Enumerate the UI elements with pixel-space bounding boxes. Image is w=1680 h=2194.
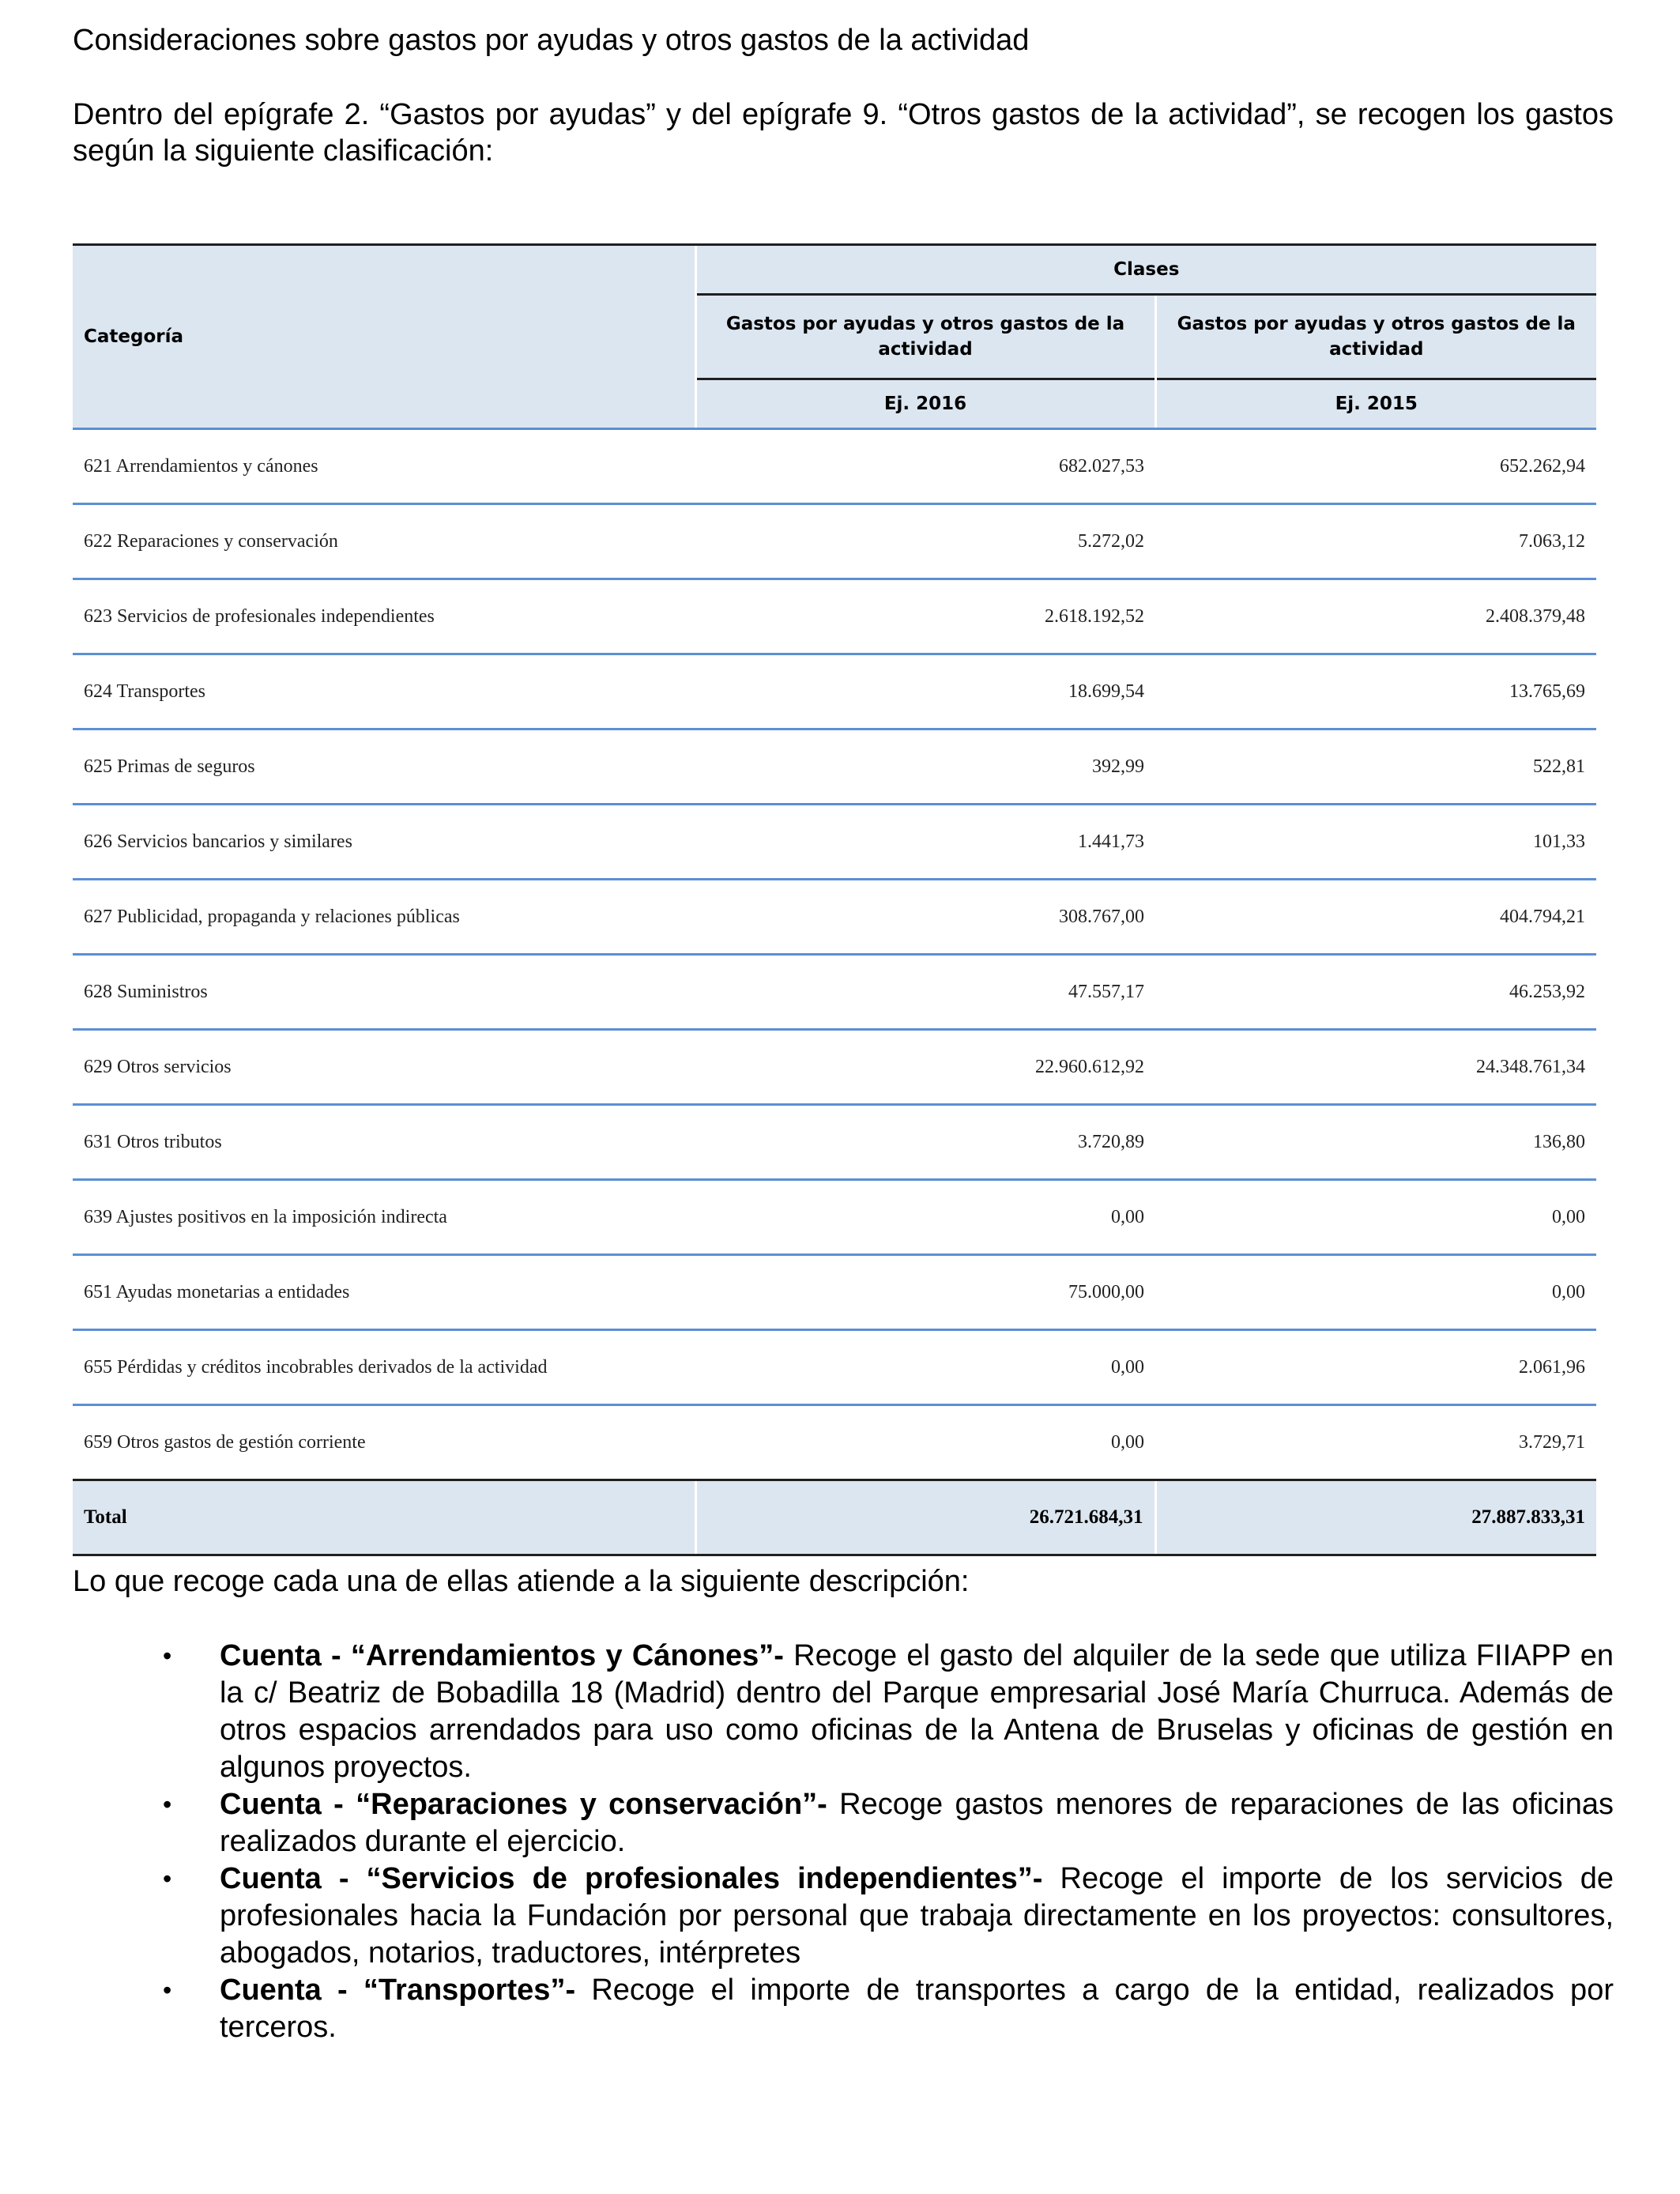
account-title: Cuenta - “Arrendamientos y Cánones”- — [220, 1639, 784, 1672]
year-header-2016: Ej. 2016 — [695, 379, 1155, 429]
table-row — [73, 1330, 1596, 1405]
row-value-2015: 136,80 — [1155, 1105, 1596, 1180]
bullet-icon: • — [163, 1642, 172, 1670]
table-row — [73, 1105, 1596, 1180]
description-lead: Lo que recoge cada una de ellas atiende a la siguiente descripción: — [73, 1565, 970, 1598]
bullet-icon: • — [163, 1790, 172, 1819]
table-row — [73, 1180, 1596, 1255]
row-value-2016: 308.767,00 — [695, 880, 1155, 955]
bullet-icon: • — [163, 1864, 172, 1893]
row-label: 631 Otros tributos — [73, 1105, 695, 1180]
account-title: Cuenta - “Reparaciones y conservación”- — [220, 1788, 827, 1821]
account-list — [73, 1638, 1614, 2046]
table-row — [73, 654, 1596, 729]
row-label: 627 Publicidad, propaganda y relaciones públicas — [73, 880, 695, 955]
year-header-2015: Ej. 2015 — [1155, 379, 1596, 429]
account-description: Recoge el importe de transportes a cargo de la entidad, realizados por terceros. — [220, 1973, 1614, 2044]
table-row — [73, 729, 1596, 805]
row-value-2016: 47.557,17 — [695, 955, 1155, 1030]
row-value-2015: 2.408.379,48 — [1155, 579, 1596, 654]
account-title: Cuenta - “Servicios de profesionales independientes”- — [220, 1862, 1043, 1895]
account-description: Recoge gastos menores de reparaciones de las oficinas realizados durante el ejercicio. — [220, 1788, 1614, 1858]
row-label: 621 Arrendamientos y cánones — [73, 429, 695, 504]
table-row — [73, 955, 1596, 1030]
bullet-icon: • — [163, 1976, 172, 2004]
row-value-2015: 46.253,92 — [1155, 955, 1596, 1030]
total-2015: 27.887.833,31 — [1155, 1480, 1596, 1555]
row-label: 624 Transportes — [73, 654, 695, 729]
col-header-2015: Gastos por ayudas y otros gastos de la actividad — [1155, 295, 1596, 379]
row-value-2016: 18.699,54 — [695, 654, 1155, 729]
row-label: 639 Ajustes positivos en la imposición indirecta — [73, 1180, 695, 1255]
row-value-2016: 682.027,53 — [695, 429, 1155, 504]
row-value-2016: 1.441,73 — [695, 805, 1155, 880]
account-title: Cuenta - “Transportes”- — [220, 1973, 576, 2007]
row-label: 655 Pérdidas y créditos incobrables derivados de la actividad — [73, 1330, 695, 1405]
expenses-table — [73, 243, 1596, 1556]
total-label: Total — [73, 1480, 695, 1555]
row-value-2015: 24.348.761,34 — [1155, 1030, 1596, 1105]
table-row — [73, 880, 1596, 955]
col-header-2016: Gastos por ayudas y otros gastos de la actividad — [695, 295, 1155, 379]
list-item — [73, 1638, 1614, 1786]
row-label: 659 Otros gastos de gestión corriente — [73, 1405, 695, 1480]
row-value-2015: 7.063,12 — [1155, 504, 1596, 579]
row-value-2016: 0,00 — [695, 1330, 1155, 1405]
table-row — [73, 1030, 1596, 1105]
table-row — [73, 1255, 1596, 1330]
list-item — [73, 1972, 1614, 2046]
row-value-2015: 0,00 — [1155, 1255, 1596, 1330]
total-row — [73, 1480, 1596, 1555]
row-value-2015: 0,00 — [1155, 1180, 1596, 1255]
row-label: 625 Primas de seguros — [73, 729, 695, 805]
row-value-2016: 2.618.192,52 — [695, 579, 1155, 654]
row-value-2016: 392,99 — [695, 729, 1155, 805]
row-value-2016: 5.272,02 — [695, 504, 1155, 579]
list-item — [73, 1786, 1614, 1860]
table-row — [73, 1405, 1596, 1480]
row-value-2015: 522,81 — [1155, 729, 1596, 805]
row-value-2015: 2.061,96 — [1155, 1330, 1596, 1405]
row-value-2015: 404.794,21 — [1155, 880, 1596, 955]
account-description: Recoge el gasto del alquiler de la sede que utiliza FIIAPP en la c/ Beatriz de Bobadilla 18 (Madrid) dentro del Parque empresarial José María Churruca. Además de otros espacios arrendados para uso como oficinas de la Antena de Bruselas y oficinas de gestión en algunos proyectos. — [220, 1639, 1614, 1784]
table-row — [73, 579, 1596, 654]
row-value-2015: 13.765,69 — [1155, 654, 1596, 729]
row-value-2016: 0,00 — [695, 1405, 1155, 1480]
category-header: Categoría — [73, 245, 695, 429]
row-label: 651 Ayudas monetarias a entidades — [73, 1255, 695, 1330]
table-body — [73, 429, 1596, 1480]
list-item — [73, 1860, 1614, 1972]
row-value-2016: 75.000,00 — [695, 1255, 1155, 1330]
table-row — [73, 504, 1596, 579]
row-value-2016: 0,00 — [695, 1180, 1155, 1255]
table-row — [73, 429, 1596, 504]
section-heading: Consideraciones sobre gastos por ayudas y otros gastos de la actividad — [73, 24, 1030, 57]
total-2016: 26.721.684,31 — [695, 1480, 1155, 1555]
row-value-2015: 101,33 — [1155, 805, 1596, 880]
row-value-2016: 3.720,89 — [695, 1105, 1155, 1180]
row-label: 623 Servicios de profesionales independientes — [73, 579, 695, 654]
document-page — [73, 22, 1614, 169]
row-label: 629 Otros servicios — [73, 1030, 695, 1105]
row-label: 626 Servicios bancarios y similares — [73, 805, 695, 880]
account-description: Recoge el importe de los servicios de profesionales hacia la Fundación por personal que trabaja directamente en los proyectos: consultores, abogados, notarios, traductores, intérpretes — [220, 1862, 1614, 1970]
row-label: 622 Reparaciones y conservación — [73, 504, 695, 579]
group-header: Clases — [695, 245, 1596, 295]
row-label: 628 Suministros — [73, 955, 695, 1030]
row-value-2015: 652.262,94 — [1155, 429, 1596, 504]
table-row — [73, 805, 1596, 880]
description-section — [73, 1563, 1614, 2046]
intro-paragraph: Dentro del epígrafe 2. “Gastos por ayudas” y del epígrafe 9. “Otros gastos de la actividad”, se recogen los gastos según la siguiente clasificación: — [73, 98, 1614, 168]
row-value-2016: 22.960.612,92 — [695, 1030, 1155, 1105]
row-value-2015: 3.729,71 — [1155, 1405, 1596, 1480]
